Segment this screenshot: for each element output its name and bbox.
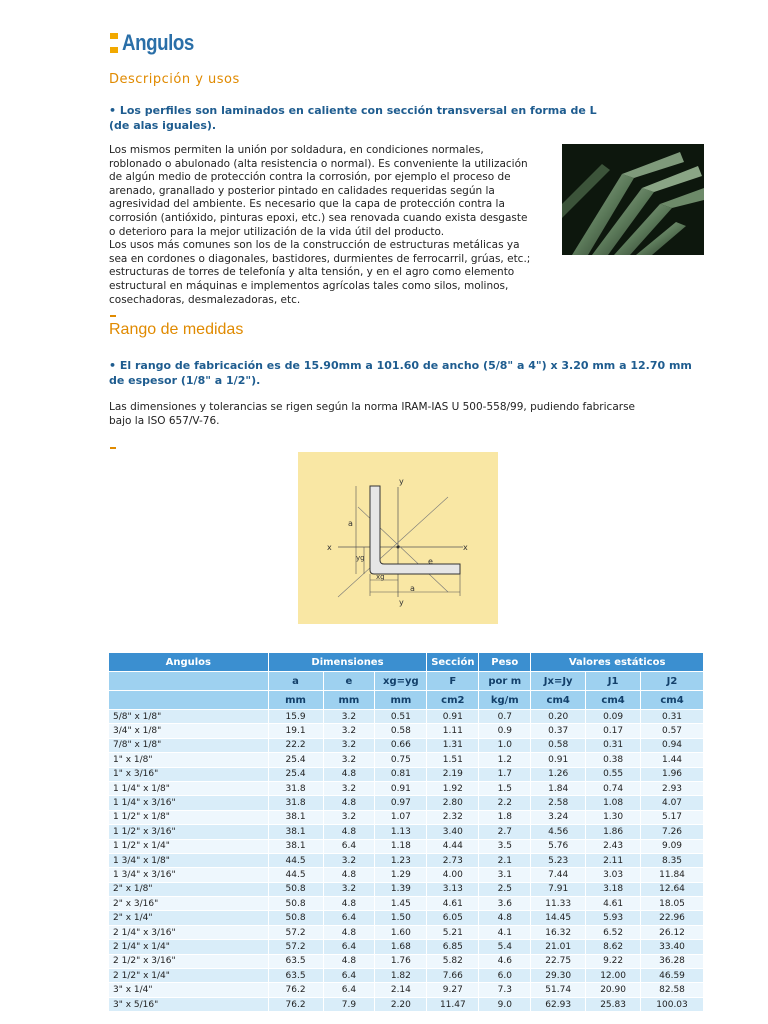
table-cell: 4.8 [323, 868, 375, 882]
table-cell: 22.2 [268, 738, 323, 752]
table-cell: 1.8 [479, 810, 531, 824]
table-cell: 0.31 [641, 710, 704, 724]
table-cell: 9.0 [479, 997, 531, 1011]
table-cell: 4.8 [323, 954, 375, 968]
table-cell: 1.5 [479, 781, 531, 795]
table-cell: 1.31 [427, 738, 479, 752]
table-cell: 1.13 [375, 825, 427, 839]
table-cell: 3.40 [427, 825, 479, 839]
table-cell: 4.00 [427, 868, 479, 882]
table-cell: 5.21 [427, 925, 479, 939]
table-row [109, 724, 704, 738]
table-cell: 4.8 [323, 897, 375, 911]
table-cell: 38.1 [268, 810, 323, 824]
table-cell: 0.97 [375, 796, 427, 810]
description-body-line: agresividad del ambiente. Es necesario que la capa de protección contra la [109, 198, 505, 211]
diagram-label-a-horizontal: a [410, 584, 415, 593]
table-cell: 5.17 [641, 810, 704, 824]
table-cell: 44.5 [268, 868, 323, 882]
table-cell: 6.85 [427, 940, 479, 954]
table-cell-angle: 2 1/4" x 1/4" [109, 940, 269, 954]
table-cell: 11.47 [427, 997, 479, 1011]
table-cell: 0.09 [586, 710, 641, 724]
table-cell: 82.58 [641, 983, 704, 997]
description-bullet: • Los perfiles son laminados en caliente con sección transversal en forma de L (de alas iguales). [109, 104, 597, 132]
table-cell: 12.64 [641, 882, 704, 896]
table-cell: 12.00 [586, 969, 641, 983]
header-symbol: e [323, 672, 375, 691]
table-cell-angle: 7/8" x 1/8" [109, 738, 269, 752]
table-cell: 3.18 [586, 882, 641, 896]
header-symbol: Jx=Jy [531, 672, 586, 691]
description-body [109, 144, 559, 307]
table-cell: 4.6 [479, 954, 531, 968]
table-cell: 7.44 [531, 868, 586, 882]
table-cell: 2.5 [479, 882, 531, 896]
range-body [109, 401, 709, 428]
table-row [109, 825, 704, 839]
table-cell: 3.1 [479, 868, 531, 882]
table-cell: 0.9 [479, 724, 531, 738]
table-cell: 0.81 [375, 767, 427, 781]
table-cell: 0.75 [375, 753, 427, 767]
table-cell: 1.18 [375, 839, 427, 853]
table-cell: 1.08 [586, 796, 641, 810]
table-cell: 4.8 [323, 825, 375, 839]
table-cell-angle: 2 1/4" x 3/16" [109, 925, 269, 939]
table-cell: 0.58 [531, 738, 586, 752]
header-angulos: Angulos [109, 653, 269, 672]
table-cell: 62.93 [531, 997, 586, 1011]
table-cell: 2.20 [375, 997, 427, 1011]
table-cell: 44.5 [268, 853, 323, 867]
table-cell: 51.74 [531, 983, 586, 997]
table-cell-angle: 2" x 3/16" [109, 897, 269, 911]
table-cell: 2.19 [427, 767, 479, 781]
table-cell: 14.45 [531, 911, 586, 925]
table-cell: 6.05 [427, 911, 479, 925]
angles-table-wrapper [108, 652, 704, 1012]
table-cell: 3.2 [323, 853, 375, 867]
table-cell: 2.1 [479, 853, 531, 867]
table-cell: 11.84 [641, 868, 704, 882]
table-cell-angle: 1 1/4" x 3/16" [109, 796, 269, 810]
table-cell: 6.4 [323, 983, 375, 997]
table-cell: 2.11 [586, 853, 641, 867]
table-cell: 57.2 [268, 940, 323, 954]
table-cell: 1.82 [375, 969, 427, 983]
table-cell: 0.31 [586, 738, 641, 752]
table-cell: 1.29 [375, 868, 427, 882]
table-cell: 31.8 [268, 781, 323, 795]
table-cell: 6.4 [323, 839, 375, 853]
table-cell: 63.5 [268, 954, 323, 968]
header-unit: cm4 [641, 691, 704, 710]
table-cell: 16.32 [531, 925, 586, 939]
table-cell: 38.1 [268, 839, 323, 853]
table-cell: 7.91 [531, 882, 586, 896]
table-cell: 6.0 [479, 969, 531, 983]
table-cell: 4.56 [531, 825, 586, 839]
separator-dash [110, 447, 116, 449]
table-row [109, 868, 704, 882]
table-row [109, 897, 704, 911]
table-cell: 15.9 [268, 710, 323, 724]
table-cell: 2.7 [479, 825, 531, 839]
table-cell: 1.96 [641, 767, 704, 781]
table-cell: 4.61 [586, 897, 641, 911]
table-cell: 2.93 [641, 781, 704, 795]
table-cell: 1.2 [479, 753, 531, 767]
table-cell: 3.2 [323, 753, 375, 767]
header-symbol-blank [109, 672, 269, 691]
table-cell-angle: 3" x 5/16" [109, 997, 269, 1011]
table-cell: 6.4 [323, 911, 375, 925]
description-body-line: de algún medio de protección contra la corrosión, por ejemplo el proceso de [109, 171, 511, 184]
table-cell: 9.09 [641, 839, 704, 853]
table-cell: 4.44 [427, 839, 479, 853]
table-row [109, 853, 704, 867]
table-cell: 76.2 [268, 983, 323, 997]
table-cell: 76.2 [268, 997, 323, 1011]
table-cell: 31.8 [268, 796, 323, 810]
table-cell-angle: 1 3/4" x 3/16" [109, 868, 269, 882]
separator-dash [110, 315, 116, 317]
table-cell: 22.75 [531, 954, 586, 968]
header-unit: cm4 [586, 691, 641, 710]
table-row [109, 969, 704, 983]
table-cell: 3.03 [586, 868, 641, 882]
header-unit: mm [375, 691, 427, 710]
table-row [109, 710, 704, 724]
table-cell: 1.23 [375, 853, 427, 867]
table-cell: 1.60 [375, 925, 427, 939]
description-body-line: corrosión (antióxido, pinturas epoxi, etc.) sea renovada cuando exista desgaste [109, 211, 528, 224]
table-cell: 2.32 [427, 810, 479, 824]
header-unit: cm4 [531, 691, 586, 710]
header-valores-estaticos: Valores estáticos [531, 653, 704, 672]
table-cell: 7.3 [479, 983, 531, 997]
table-cell: 4.8 [323, 796, 375, 810]
table-cell: 100.03 [641, 997, 704, 1011]
table-cell-angle: 1 3/4" x 1/8" [109, 853, 269, 867]
description-body-line: estructural en máquinas e implementos agrícolas tales como silos, molinos, [109, 279, 509, 292]
table-cell: 0.57 [641, 724, 704, 738]
table-cell: 3.24 [531, 810, 586, 824]
table-cell: 2.43 [586, 839, 641, 853]
description-body-line: arenado, granallado y posterior pintado en calidades requeridas según la [109, 184, 495, 197]
table-row [109, 810, 704, 824]
table-cell-angle: 2 1/2" x 3/16" [109, 954, 269, 968]
table-cell: 25.83 [586, 997, 641, 1011]
table-cell: 26.12 [641, 925, 704, 939]
table-cell: 4.1 [479, 925, 531, 939]
table-cell: 19.1 [268, 724, 323, 738]
table-row [109, 925, 704, 939]
table-cell: 7.66 [427, 969, 479, 983]
table-cell: 1.07 [375, 810, 427, 824]
diagram-label-yg: yg [356, 554, 365, 562]
table-cell: 25.4 [268, 753, 323, 767]
table-cell: 3.6 [479, 897, 531, 911]
table-row [109, 796, 704, 810]
table-cell: 0.7 [479, 710, 531, 724]
table-cell: 38.1 [268, 825, 323, 839]
table-cell: 0.91 [375, 781, 427, 795]
table-cell: 36.28 [641, 954, 704, 968]
page-header [110, 30, 207, 56]
table-cell: 7.26 [641, 825, 704, 839]
table-cell: 0.20 [531, 710, 586, 724]
table-cell: 6.4 [323, 969, 375, 983]
table-cell: 4.8 [479, 911, 531, 925]
table-cell: 1.45 [375, 897, 427, 911]
table-cell: 5.76 [531, 839, 586, 853]
table-cell: 3.2 [323, 710, 375, 724]
angle-profiles-photo [562, 144, 704, 255]
table-cell: 2.58 [531, 796, 586, 810]
diagram-label-y-top: y [399, 477, 404, 486]
table-cell: 5.93 [586, 911, 641, 925]
description-body-line: Los mismos permiten la unión por soldadura, en condiciones normales, [109, 144, 484, 156]
table-row [109, 839, 704, 853]
table-cell: 63.5 [268, 969, 323, 983]
table-cell-angle: 1 1/2" x 3/16" [109, 825, 269, 839]
table-cell: 50.8 [268, 882, 323, 896]
table-cell: 57.2 [268, 925, 323, 939]
description-body-line: cosechadoras, desmalezadoras, etc. [109, 293, 301, 306]
bullet-bars-icon [110, 33, 118, 53]
table-cell: 46.59 [641, 969, 704, 983]
table-cell: 7.9 [323, 997, 375, 1011]
table-cell: 1.50 [375, 911, 427, 925]
page-title: Angulos [122, 30, 194, 55]
table-row [109, 738, 704, 752]
table-cell: 1.26 [531, 767, 586, 781]
table-cell: 29.30 [531, 969, 586, 983]
header-unit: mm [268, 691, 323, 710]
description-body-line: sea en cordones o diagonales, bastidores, durmientes de ferrocarril, grúas, etc.; [109, 252, 531, 265]
range-body-line: Las dimensiones y tolerancias se rigen según la norma IRAM-IAS U 500-558/99, pudiendo fabricarse [109, 401, 635, 413]
section-heading-description: Descripción y usos [109, 72, 240, 87]
table-cell: 8.35 [641, 853, 704, 867]
header-symbol: J2 [641, 672, 704, 691]
header-unit-blank [109, 691, 269, 710]
header-peso: Peso [479, 653, 531, 672]
angle-profile-diagram [298, 452, 498, 624]
table-cell: 1.51 [427, 753, 479, 767]
table-row [109, 954, 704, 968]
description-body-line: roblonado o abulonado (alta resistencia o normal). Es conveniente la utilización [109, 157, 528, 170]
table-cell: 5.23 [531, 853, 586, 867]
table-cell: 1.92 [427, 781, 479, 795]
table-cell: 6.52 [586, 925, 641, 939]
diagram-label-y-bottom: y [399, 598, 404, 607]
header-unit: mm [323, 691, 375, 710]
table-cell: 1.68 [375, 940, 427, 954]
table-cell: 0.91 [531, 753, 586, 767]
table-cell: 0.58 [375, 724, 427, 738]
table-cell-angle: 1" x 3/16" [109, 767, 269, 781]
range-body-line: bajo la ISO 657/V-76. [109, 414, 220, 427]
table-cell: 8.62 [586, 940, 641, 954]
table-row [109, 983, 704, 997]
table-cell: 1.39 [375, 882, 427, 896]
table-row [109, 767, 704, 781]
table-cell: 0.66 [375, 738, 427, 752]
diagram-label-x-right: x [463, 543, 468, 552]
table-cell: 4.61 [427, 897, 479, 911]
table-cell: 1.0 [479, 738, 531, 752]
table-cell: 0.74 [586, 781, 641, 795]
table-cell: 0.94 [641, 738, 704, 752]
header-unit: kg/m [479, 691, 531, 710]
table-cell: 3.5 [479, 839, 531, 853]
table-cell-angle: 1 1/2" x 1/8" [109, 810, 269, 824]
table-row [109, 997, 704, 1011]
table-cell-angle: 3" x 1/4" [109, 983, 269, 997]
table-cell-angle: 2 1/2" x 1/4" [109, 969, 269, 983]
table-cell: 2.2 [479, 796, 531, 810]
table-cell: 0.51 [375, 710, 427, 724]
table-cell-angle: 2" x 1/4" [109, 911, 269, 925]
table-cell: 3.2 [323, 810, 375, 824]
header-symbol: por m [479, 672, 531, 691]
header-symbol: a [268, 672, 323, 691]
table-cell: 0.91 [427, 710, 479, 724]
diagram-label-xg: xg [376, 573, 385, 581]
table-cell: 3.13 [427, 882, 479, 896]
table-cell: 1.84 [531, 781, 586, 795]
header-dimensiones: Dimensiones [268, 653, 427, 672]
table-cell-angle: 5/8" x 1/8" [109, 710, 269, 724]
table-cell: 2.80 [427, 796, 479, 810]
table-cell: 2.73 [427, 853, 479, 867]
table-cell: 0.37 [531, 724, 586, 738]
table-cell: 6.4 [323, 940, 375, 954]
table-row [109, 911, 704, 925]
header-symbol: xg=yg [375, 672, 427, 691]
header-seccion: Sección [427, 653, 479, 672]
table-cell: 18.05 [641, 897, 704, 911]
table-cell: 4.07 [641, 796, 704, 810]
section-heading-range: Rango de medidas [109, 321, 244, 338]
table-cell: 1.76 [375, 954, 427, 968]
table-cell: 9.22 [586, 954, 641, 968]
angles-table-body [109, 710, 704, 1012]
description-body-line: Los usos más comunes son los de la construcción de estructuras metálicas ya [109, 239, 520, 252]
table-cell: 9.27 [427, 983, 479, 997]
table-cell: 3.2 [323, 882, 375, 896]
table-cell: 3.2 [323, 738, 375, 752]
description-body-line: o deterioro para la mejor utilización de la vida útil del producto. [109, 225, 445, 238]
table-cell: 1.7 [479, 767, 531, 781]
diagram-label-e: e [428, 557, 433, 566]
table-cell-angle: 2" x 1/8" [109, 882, 269, 896]
diagram-label-a-vertical: a [348, 519, 353, 528]
table-cell: 20.90 [586, 983, 641, 997]
header-symbol: F [427, 672, 479, 691]
header-unit: cm2 [427, 691, 479, 710]
table-row [109, 882, 704, 896]
table-cell: 5.82 [427, 954, 479, 968]
table-cell: 22.96 [641, 911, 704, 925]
table-cell-angle: 3/4" x 1/8" [109, 724, 269, 738]
table-cell: 50.8 [268, 897, 323, 911]
range-bullet: • El rango de fabricación es de 15.90mm a 101.60 de ancho (5/8" a 4") x 3.20 mm a 12.70 mm de espesor (1/8" a 1/2"). [109, 359, 692, 387]
table-cell: 3.2 [323, 724, 375, 738]
table-cell: 1.86 [586, 825, 641, 839]
table-cell: 2.14 [375, 983, 427, 997]
table-cell: 1.11 [427, 724, 479, 738]
table-cell: 21.01 [531, 940, 586, 954]
description-body-line: estructuras de torres de telefonía y alta tensión, y en el agro como elemento [109, 266, 515, 279]
table-cell: 4.8 [323, 925, 375, 939]
table-cell: 1.30 [586, 810, 641, 824]
table-cell-angle: 1 1/4" x 1/8" [109, 781, 269, 795]
table-cell: 25.4 [268, 767, 323, 781]
table-cell-angle: 1" x 1/8" [109, 753, 269, 767]
table-cell: 3.2 [323, 781, 375, 795]
header-symbol: J1 [586, 672, 641, 691]
table-cell: 50.8 [268, 911, 323, 925]
diagram-label-x-left: x [327, 543, 332, 552]
table-cell: 0.55 [586, 767, 641, 781]
table-row [109, 753, 704, 767]
table-row [109, 781, 704, 795]
table-row [109, 940, 704, 954]
table-cell: 5.4 [479, 940, 531, 954]
table-cell: 11.33 [531, 897, 586, 911]
table-cell: 0.38 [586, 753, 641, 767]
table-cell: 0.17 [586, 724, 641, 738]
table-cell: 4.8 [323, 767, 375, 781]
table-cell: 1.44 [641, 753, 704, 767]
table-cell: 33.40 [641, 940, 704, 954]
table-cell-angle: 1 1/2" x 1/4" [109, 839, 269, 853]
angles-table [108, 652, 704, 1012]
